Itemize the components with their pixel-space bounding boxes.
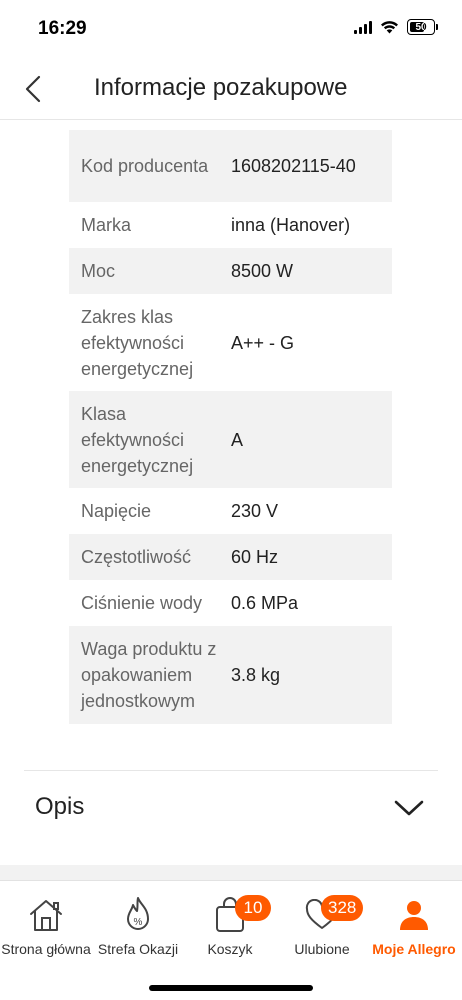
tab-label: Strefa Okazji bbox=[97, 941, 179, 957]
spec-row bbox=[69, 248, 392, 294]
description-title: Opis bbox=[35, 793, 85, 820]
tab-cart[interactable] bbox=[184, 893, 276, 965]
header bbox=[0, 58, 462, 120]
home-icon bbox=[27, 897, 65, 933]
spec-value: A bbox=[231, 429, 244, 450]
tab-label: Koszyk bbox=[207, 941, 253, 957]
spec-value: A++ - G bbox=[231, 332, 295, 353]
status-time: 16:29 bbox=[38, 18, 87, 39]
spec-row bbox=[69, 488, 392, 534]
tab-label: Ulubione bbox=[294, 941, 350, 957]
spec-label: Marka bbox=[81, 215, 132, 235]
chevron-down-icon bbox=[394, 799, 424, 817]
home-indicator bbox=[149, 985, 313, 991]
spec-label: Kod producenta bbox=[81, 156, 209, 176]
spec-label: Moc bbox=[81, 261, 116, 281]
favorites-count-badge: 328 bbox=[321, 895, 363, 921]
tab-label: Moje Allegro bbox=[372, 941, 456, 957]
wifi-icon bbox=[380, 20, 399, 34]
spec-value: 230 V bbox=[231, 501, 279, 521]
spec-row bbox=[69, 202, 392, 248]
tab-my-allegro[interactable] bbox=[368, 893, 460, 965]
spec-row bbox=[69, 391, 392, 488]
spec-value: inna (Hanover) bbox=[231, 215, 351, 235]
spec-value: 3.8 kg bbox=[231, 665, 281, 685]
flame-percent-icon bbox=[122, 896, 154, 934]
battery-level: 50 bbox=[415, 21, 427, 33]
description-section-toggle[interactable] bbox=[0, 771, 462, 851]
cart-count-badge: 10 bbox=[235, 895, 271, 921]
back-button[interactable] bbox=[18, 72, 48, 106]
svg-text:%: % bbox=[133, 917, 143, 928]
spec-label: Zakres klas efektywności energetycznej bbox=[81, 306, 194, 379]
spec-row bbox=[69, 534, 392, 580]
tab-deals[interactable] bbox=[92, 893, 184, 965]
spec-value: 1608202115-40 bbox=[231, 156, 356, 176]
tab-label: Strona główna bbox=[1, 941, 91, 957]
spec-row bbox=[69, 626, 392, 724]
spec-value: 0.6 MPa bbox=[231, 593, 299, 613]
spec-label: Waga produktu z opakowaniem jednostkowym bbox=[81, 639, 217, 711]
user-icon bbox=[398, 898, 430, 932]
tab-home[interactable] bbox=[0, 893, 92, 965]
cellular-signal-icon bbox=[354, 21, 372, 34]
status-icons bbox=[354, 19, 438, 35]
chevron-left-icon bbox=[24, 75, 42, 103]
spec-label: Ciśnienie wody bbox=[81, 593, 203, 613]
spec-value: 60 Hz bbox=[231, 547, 279, 567]
spec-label: Napięcie bbox=[81, 501, 152, 521]
spec-label: Klasa efektywności energetycznej bbox=[81, 403, 194, 476]
battery-icon bbox=[407, 19, 438, 35]
spec-row bbox=[69, 130, 392, 202]
spec-label: Częstotliwość bbox=[81, 547, 192, 567]
tab-favorites[interactable] bbox=[276, 893, 368, 965]
spec-table bbox=[69, 130, 392, 724]
spec-row bbox=[69, 294, 392, 391]
status-bar bbox=[0, 0, 462, 58]
spec-value: 8500 W bbox=[231, 261, 294, 281]
spec-row bbox=[69, 580, 392, 626]
bottom-tab-bar bbox=[0, 880, 462, 1000]
page-title: Informacje pozakupowe bbox=[94, 74, 348, 101]
